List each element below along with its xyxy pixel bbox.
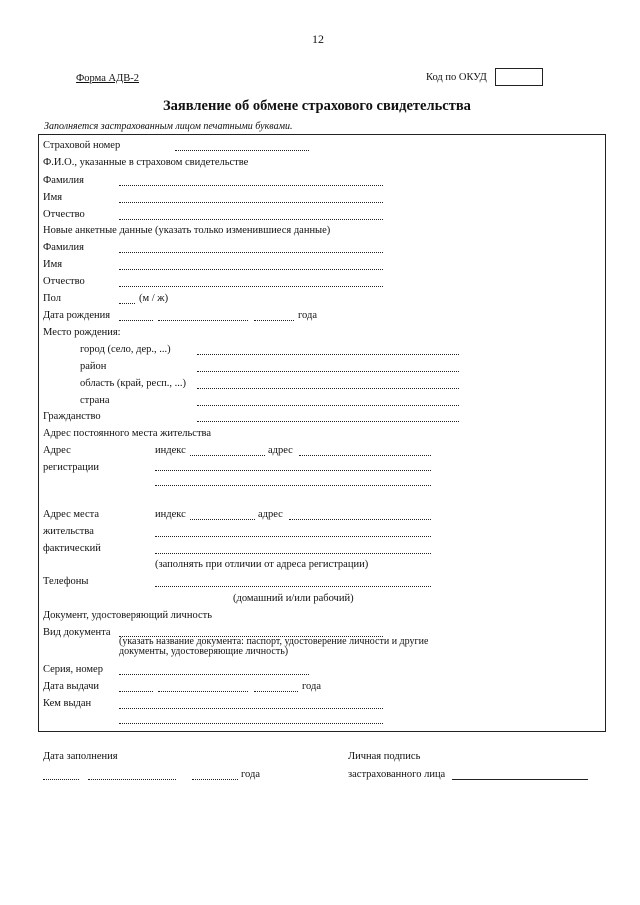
citizenship-label: Гражданство xyxy=(43,411,101,422)
live-address-field-3[interactable] xyxy=(155,553,431,554)
patronymic-field[interactable] xyxy=(119,219,383,220)
birth-month-field[interactable] xyxy=(158,320,248,321)
name2-label: Имя xyxy=(43,259,63,270)
reg-address-label: Адрес xyxy=(43,445,71,456)
live-index-label: индекс xyxy=(155,509,186,520)
reg-address-field-3[interactable] xyxy=(155,485,431,486)
live-address-field-1[interactable] xyxy=(289,519,431,520)
surname-label: Фамилия xyxy=(43,175,84,186)
birth-year-field[interactable] xyxy=(254,320,294,321)
signature-field[interactable] xyxy=(452,779,588,780)
insurance-number-label: Страховой номер xyxy=(43,140,121,151)
okud-code-box[interactable] xyxy=(495,68,543,86)
page-number: 12 xyxy=(312,32,324,46)
okud-label: Код по ОКУД xyxy=(426,72,487,83)
new-data-caption: Новые анкетные данные (указать только изменившиеся данные) xyxy=(43,225,331,236)
issue-date-label: Дата выдачи xyxy=(43,681,100,692)
fill-month-field[interactable] xyxy=(88,779,176,780)
series-number-field[interactable] xyxy=(119,674,309,675)
live-address-label-3: фактический xyxy=(43,543,101,554)
fill-year-suffix: года xyxy=(241,769,260,780)
country-field[interactable] xyxy=(197,405,459,406)
signature-label-2: застрахованного лица xyxy=(348,769,446,780)
patronymic-label: Отчество xyxy=(43,209,85,220)
signature-label: Личная подпись xyxy=(348,751,421,762)
surname-field[interactable] xyxy=(119,185,383,186)
doc-type-hint: (указать название документа: паспорт, удостоверение личности и другие xyxy=(119,636,429,647)
fio-caption: Ф.И.О., указанные в страховом свидетельстве xyxy=(43,157,249,168)
reg-address-word: адрес xyxy=(268,445,293,456)
country-label: страна xyxy=(80,395,110,406)
city-field[interactable] xyxy=(197,354,459,355)
district-label: район xyxy=(80,361,107,372)
citizenship-field[interactable] xyxy=(197,421,459,422)
city-label: город (село, дер., ...) xyxy=(80,344,171,355)
issued-by-label: Кем выдан xyxy=(43,698,92,709)
reg-address-field-1[interactable] xyxy=(299,455,431,456)
patronymic2-label: Отчество xyxy=(43,276,85,287)
surname2-label: Фамилия xyxy=(43,242,84,253)
phones-hint: (домашний и/или рабочий) xyxy=(233,593,354,604)
issued-by-field-2[interactable] xyxy=(119,723,383,724)
birth-day-field[interactable] xyxy=(119,320,153,321)
issue-year-suffix: года xyxy=(302,681,321,692)
live-index-field[interactable] xyxy=(190,519,255,520)
doc-type-hint-2: документы, удостоверяющие личность) xyxy=(119,646,289,657)
live-address-field-2[interactable] xyxy=(155,536,431,537)
reg-index-label: индекс xyxy=(155,445,186,456)
form-code: Форма АДВ-2 xyxy=(76,73,139,84)
reg-address-field-2[interactable] xyxy=(155,470,431,471)
patronymic2-field[interactable] xyxy=(119,286,383,287)
insurance-number-field[interactable] xyxy=(175,150,309,151)
live-address-label: Адрес места xyxy=(43,509,99,520)
series-number-label: Серия, номер xyxy=(43,664,103,675)
sex-field[interactable] xyxy=(119,303,135,304)
issue-year-field[interactable] xyxy=(254,691,298,692)
instruction: Заполняется застрахованным лицом печатными буквами. xyxy=(44,121,293,132)
issued-by-field-1[interactable] xyxy=(119,708,383,709)
birth-place-label: Место рождения: xyxy=(43,327,121,338)
doc-type-label: Вид документа xyxy=(43,627,111,638)
region-label: область (край, респ., ...) xyxy=(80,378,186,389)
id-doc-caption: Документ, удостоверяющий личность xyxy=(43,610,212,621)
surname2-field[interactable] xyxy=(119,252,383,253)
fill-date-label: Дата заполнения xyxy=(43,751,118,762)
reg-address-label-2: регистрации xyxy=(43,462,99,473)
issue-month-field[interactable] xyxy=(158,691,248,692)
district-field[interactable] xyxy=(197,371,459,372)
sex-label: Пол xyxy=(43,293,61,304)
fill-day-field[interactable] xyxy=(43,779,79,780)
live-address-hint: (заполнять при отличии от адреса регистрации) xyxy=(155,559,369,570)
fill-year-field[interactable] xyxy=(192,779,238,780)
address-caption: Адрес постоянного места жительства xyxy=(43,428,212,439)
birth-year-suffix: года xyxy=(298,310,317,321)
name-field[interactable] xyxy=(119,202,383,203)
phones-label: Телефоны xyxy=(43,576,89,587)
form-title: Заявление об обмене страхового свидетельства xyxy=(163,98,471,114)
sex-hint: (м / ж) xyxy=(139,293,169,304)
name2-field[interactable] xyxy=(119,269,383,270)
issue-day-field[interactable] xyxy=(119,691,153,692)
live-address-label-2: жительства xyxy=(43,526,94,537)
region-field[interactable] xyxy=(197,388,459,389)
reg-index-field[interactable] xyxy=(190,455,265,456)
phones-field[interactable] xyxy=(155,586,431,587)
birth-date-label: Дата рождения xyxy=(43,310,111,321)
name-label: Имя xyxy=(43,192,63,203)
live-address-word: адрес xyxy=(258,509,283,520)
